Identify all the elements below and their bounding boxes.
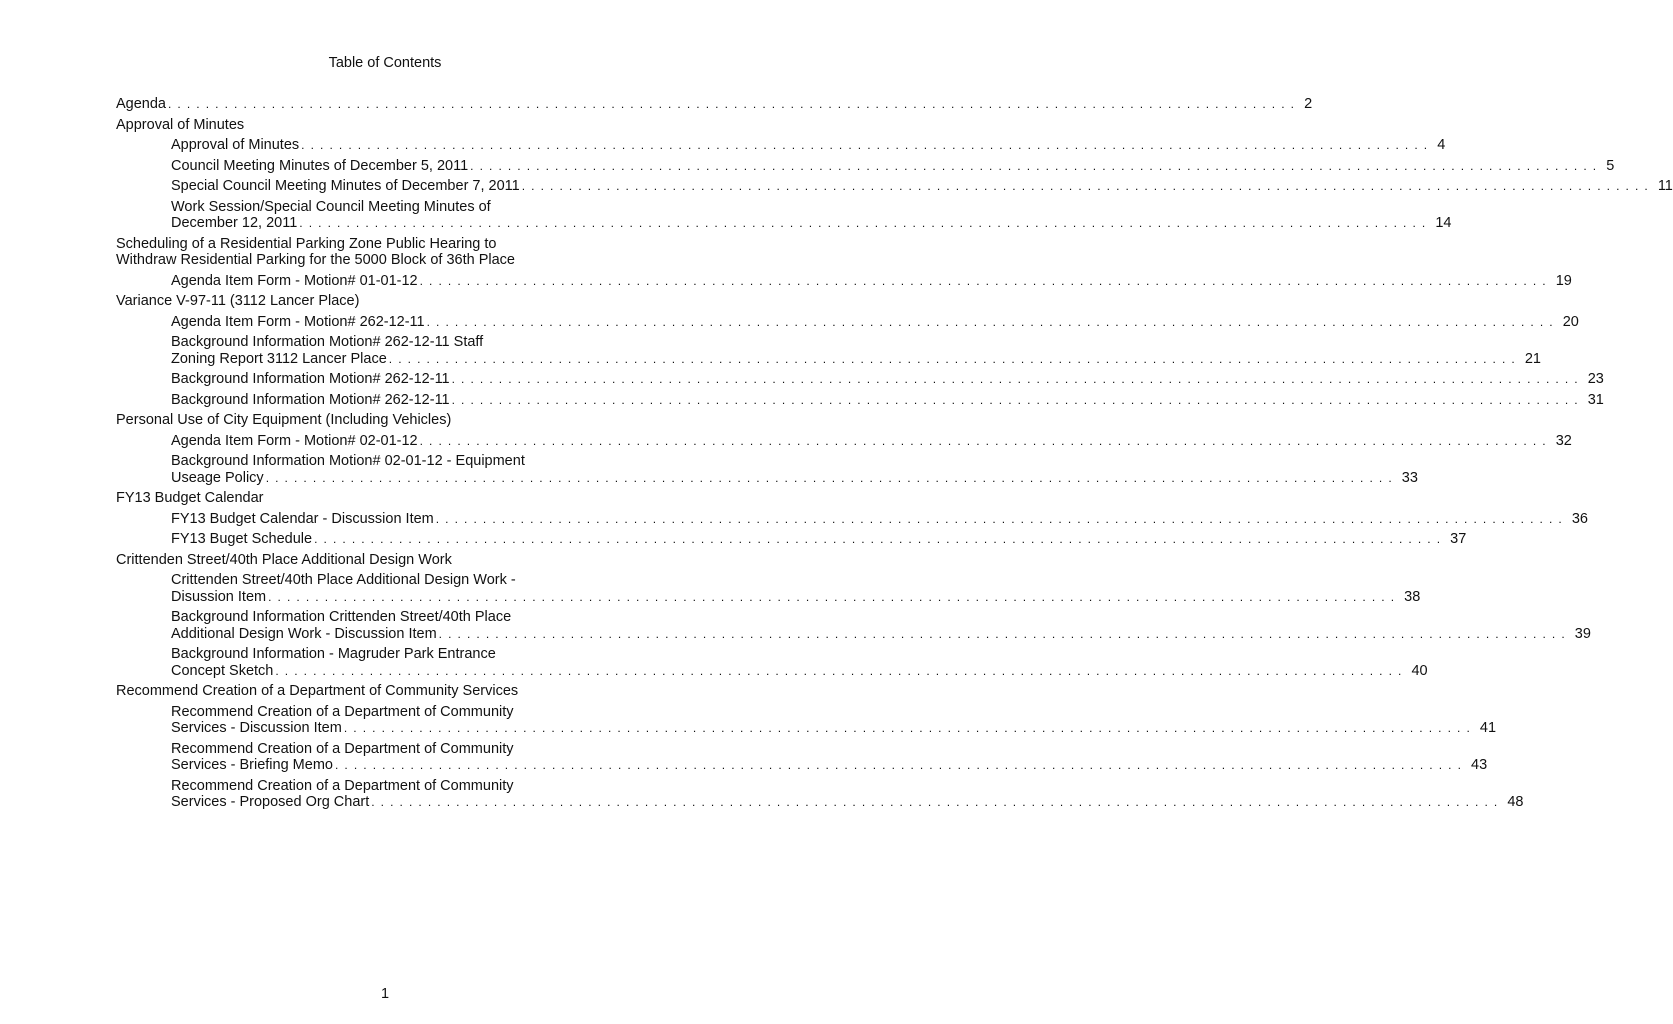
toc-entry-line: [171, 720, 1497, 737]
toc-page-number: 41: [1479, 720, 1497, 736]
toc-page-number: 38: [1404, 588, 1421, 605]
table-of-contents: [116, 96, 1673, 811]
toc-page-number: 5: [1606, 157, 1615, 174]
toc-page-number: 32: [1555, 432, 1572, 449]
toc-page-number: 43: [1471, 757, 1488, 773]
toc-entry: [171, 531, 1467, 548]
toc-entry: [116, 96, 1313, 113]
dot-leader: ........................................................................................................................: [419, 273, 1552, 288]
toc-entry-line: [171, 391, 1604, 409]
toc-entry-text: Background Information Motion# 02-01-12 - Equipment: [171, 453, 525, 469]
toc-entry-text: December 12, 2011: [171, 215, 298, 231]
dot-leader: ........................................................................................................................: [343, 721, 1476, 735]
toc-entry: [171, 334, 1541, 367]
toc-entry-line: [171, 350, 1541, 368]
toc-entry: [171, 609, 1591, 642]
toc-entry-line: [171, 432, 1572, 450]
toc-entry-line: [171, 531, 1467, 548]
toc-entry: [171, 432, 1572, 450]
dot-leader: ........................................................................................................................: [299, 216, 1432, 230]
toc-entry-line: [116, 683, 616, 700]
dot-leader: ........................................................................................................................: [419, 433, 1552, 448]
toc-entry-text: Services - Briefing Memo: [171, 757, 333, 773]
toc-entry-text: Additional Design Work - Discussion Item: [171, 625, 437, 642]
page-number: 1: [380, 986, 390, 1002]
toc-entry-text: Services - Proposed Org Chart: [171, 794, 370, 810]
toc-entry-text: Background Information Motion# 262-12-11: [171, 371, 450, 387]
toc-entry-text: Services - Discussion Item: [171, 720, 342, 736]
toc-entry-text: FY13 Budget Calendar - Discussion Item: [171, 510, 434, 527]
toc-entry: [116, 117, 616, 134]
toc-entry-line: [171, 510, 1588, 528]
toc-entry-line: [171, 313, 1579, 331]
toc-page-number: 11: [1657, 178, 1673, 194]
dot-leader: ........................................................................................................................: [438, 626, 1571, 641]
toc-entry: [171, 313, 1579, 331]
toc-page-number: 36: [1571, 510, 1588, 527]
toc-entry-text: Withdraw Residential Parking for the 5000 Block of 36th Place: [116, 252, 515, 268]
toc-entry-line: [171, 625, 1591, 643]
dot-leader: ........................................................................................................................: [275, 663, 1408, 678]
toc-entry-text: Recommend Creation of a Department of Community: [171, 777, 514, 794]
toc-entry-text: Agenda: [116, 96, 166, 112]
dot-leader: ........................................................................................................................: [521, 179, 1654, 193]
toc-entry: [171, 703, 1497, 737]
toc-entry-line: [171, 178, 1673, 195]
toc-entry-text: Disussion Item: [171, 588, 267, 605]
toc-entry-line: [171, 757, 1488, 774]
toc-entry: [171, 572, 1421, 605]
dot-leader: ........................................................................................................................: [470, 158, 1603, 173]
toc-entry: [116, 490, 616, 507]
document-title: Table of Contents: [328, 55, 442, 71]
toc-page-number: 39: [1574, 625, 1591, 642]
toc-entry-text: FY13 Buget Schedule: [171, 531, 313, 547]
toc-entry-line: [171, 157, 1615, 175]
toc-entry-line: [116, 552, 616, 569]
toc-entry: [171, 137, 1446, 154]
toc-entry-line: [116, 117, 616, 134]
toc-page-number: 37: [1450, 531, 1467, 547]
toc-entry-text: Recommend Creation of a Department of Community: [171, 740, 514, 757]
toc-entry-text: Council Meeting Minutes of December 5, 2011: [171, 157, 469, 174]
toc-entry: [171, 391, 1604, 409]
toc-entry: [171, 777, 1524, 811]
toc-entry: [171, 453, 1418, 486]
toc-entry: [171, 510, 1588, 528]
toc-entry-text: Work Session/Special Council Meeting Minutes of: [171, 198, 491, 215]
toc-entry: [171, 371, 1604, 388]
toc-page-number: 20: [1562, 313, 1579, 330]
toc-entry-text: Agenda Item Form - Motion# 01-01-12: [171, 272, 418, 289]
toc-entry: [116, 293, 616, 310]
toc-entry-line: [171, 272, 1572, 290]
toc-entry-line: [171, 588, 1421, 606]
toc-entry-line: [171, 662, 1428, 680]
toc-entry-text: FY13 Budget Calendar: [116, 490, 264, 506]
dot-leader: ........................................................................................................................: [371, 795, 1504, 809]
toc-entry-text: Useage Policy: [171, 469, 264, 486]
toc-page-number: 2: [1304, 96, 1313, 112]
toc-entry-line: [171, 215, 1452, 232]
toc-entry-text: Variance V-97-11 (3112 Lancer Place): [116, 293, 360, 309]
toc-entry-text: Approval of Minutes: [171, 137, 300, 153]
toc-entry-text: Background Information Motion# 262-12-11: [171, 391, 450, 408]
dot-leader: ........................................................................................................................: [435, 511, 1568, 526]
toc-page-number: 21: [1524, 350, 1541, 367]
dot-leader: ........................................................................................................................: [451, 372, 1584, 386]
toc-entry: [116, 236, 616, 269]
toc-entry-text: Agenda Item Form - Motion# 262-12-11: [171, 313, 425, 330]
toc-page-number: 4: [1437, 137, 1446, 153]
toc-entry-text: Crittenden Street/40th Place Additional Design Work: [116, 551, 452, 568]
toc-page-number: 33: [1401, 469, 1418, 486]
toc-page-number: 31: [1587, 391, 1604, 408]
toc-entry-line: [171, 794, 1524, 811]
toc-entry: [171, 157, 1615, 175]
dot-leader: ........................................................................................................................: [388, 351, 1521, 366]
toc-entry-line: [171, 371, 1604, 388]
toc-page-number: 14: [1435, 215, 1452, 231]
toc-entry: [116, 552, 616, 569]
dot-leader: ........................................................................................................................: [168, 97, 1301, 111]
toc-entry-line: [116, 490, 616, 507]
toc-entry: [116, 683, 616, 700]
dot-leader: ........................................................................................................................: [301, 138, 1434, 152]
toc-entry-text: Scheduling of a Residential Parking Zone Public Hearing to: [116, 235, 497, 252]
toc-entry-line: [116, 96, 1313, 113]
dot-leader: ........................................................................................................................: [265, 470, 1398, 485]
toc-page-number: 40: [1411, 662, 1428, 679]
toc-page-number: 19: [1555, 272, 1572, 289]
toc-entry: [171, 740, 1488, 774]
dot-leader: ........................................................................................................................: [314, 532, 1447, 546]
dot-leader: ........................................................................................................................: [451, 392, 1584, 407]
toc-page-number: 48: [1507, 794, 1524, 810]
toc-entry-text: Personal Use of City Equipment (Including Vehicles): [116, 412, 452, 428]
dot-leader: ........................................................................................................................: [334, 758, 1468, 772]
toc-entry: [171, 272, 1572, 290]
toc-entry-text: Crittenden Street/40th Place Additional Design Work -: [171, 572, 516, 588]
toc-entry-text: Concept Sketch: [171, 662, 274, 679]
toc-entry-text: Approval of Minutes: [116, 116, 245, 133]
toc-entry-text: Background Information - Magruder Park Entrance: [171, 646, 496, 662]
toc-entry: [116, 412, 616, 429]
toc-entry: [171, 646, 1428, 679]
toc-entry-text: Recommend Creation of a Department of Community: [171, 703, 514, 720]
toc-entry-line: [116, 252, 616, 269]
dot-leader: ........................................................................................................................: [426, 314, 1559, 329]
toc-entry-text: Agenda Item Form - Motion# 02-01-12: [171, 432, 418, 449]
toc-entry-line: [116, 293, 616, 310]
dot-leader: ........................................................................................................................: [268, 589, 1401, 604]
toc-entry-line: [116, 412, 616, 429]
toc-entry-text: Background Information Crittenden Street/40th Place: [171, 609, 512, 625]
toc-entry-text: Zoning Report 3112 Lancer Place: [171, 350, 387, 367]
toc-entry-line: [171, 469, 1418, 487]
toc-entry-text: Recommend Creation of a Department of Community Services: [116, 683, 519, 699]
toc-page-number: 23: [1587, 371, 1604, 387]
toc-entry-text: Special Council Meeting Minutes of December 7, 2011: [171, 178, 520, 194]
toc-entry: [171, 198, 1452, 232]
toc-entry-text: Background Information Motion# 262-12-11 Staff: [171, 334, 484, 350]
toc-entry-line: [171, 137, 1446, 154]
toc-entry: [171, 178, 1673, 195]
